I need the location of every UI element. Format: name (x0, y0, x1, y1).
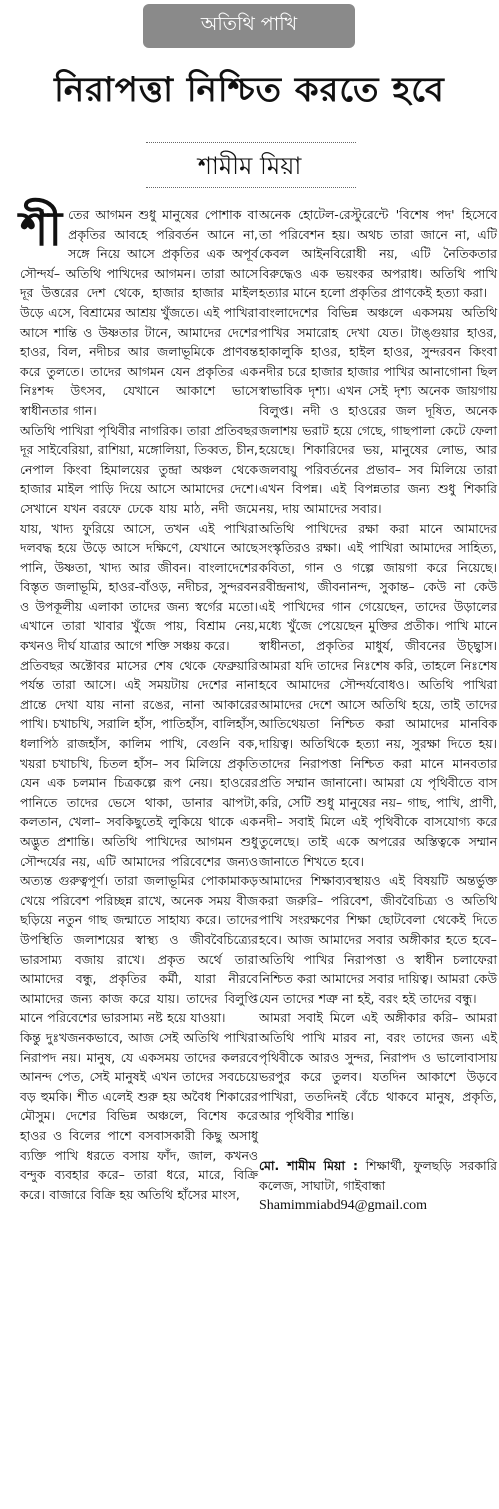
paragraph: অতিথি পাখিদের রক্ষা করা মানে আমাদের সংস্কৃতিরও রক্ষা। এই পাখিরা আমাদের সাহিত্য, কবিতা, গান ও গল্পে জায়গা করে নিয়েছে। রবীন্দ্রনাথ, জীবনানন্দ, সুকান্ত– কেউ না কেউ এই পাখিদের গান গেয়েছেন, তাদের উড়ালের মধ্যে খুঁজে পেয়েছেন মুক্তির প্রতীক। পাখি মানে স্বাধীনতা, প্রকৃতির মাধুর্য, জীবনের উচ্ছ্বাস। আমরা যদি তাদের নিঃশেষ করি, তাহলে নিঃশেষ হবে আমাদের সৌন্দর্যবোধও। অতিথি পাখিরা আমাদের দেশে আসে অতিথি হয়ে, তাই তাদের আতিথেয়তা নিশ্চিত করা আমাদের মানবিক দায়িত্ব। অতিথিকে হত্যা নয়, সুরক্ষা দিতে হয়। তাদের নিরাপত্তা নিশ্চিত করা মানে মানবতার প্রতি সম্মান জানানো। আমরা যে পৃথিবীতে বাস করি, সেটি শুধু মানুষের নয়– গাছ, পাখি, প্রাণী, নদী– সবাই মিলে এই পৃথিবীকে বাসযোগ্য করে তুলেছে। তাই একে অপরের অস্তিত্বকে সম্মান জানাতে শিখতে হবে। (259, 520, 497, 869)
paragraph: বাংলাদেশের বিভিন্ন অঞ্চলে একসময় অতিথি পাখির সমারোহ দেখা যেত। টাঙ্গুয়ার হাওর, হাকালুকি হাওর, হাইল হাওর, সুন্দরবন কিংবা নদীর চরে হাজার হাজার পাখির আনাগোনা ছিল স্বাভাবিক দৃশ্য। এখন সেই দৃশ্য অনেক জায়গায় বিলুপ্ত। নদী ও হাওরের জল দূষিত, অনেক জলাশয় ভরাট হয়ে গেছে, গাছপালা কেটে ফেলা হয়েছে। শিকারিদের ভয়, মানুষের লোভ, আর জলবায়ু পরিবর্তনের প্রভাব– সব মিলিয়ে তারা এখন বিপন্ন। এই বিপন্নতার জন্য শুধু শিকারি নয়, দায় আমাদের সবার। (259, 304, 497, 516)
paragraph: অনেক হোটেল-রেস্টুরেন্টে 'বিশেষ পদ' হিসেবে তা পরিবেশন হয়। অথচ তারা জানে না, এটি কেবল আইনবিরোধী নয়, এটি নৈতিকতার বিরুদ্ধেও এক ভয়ংকর অপরাধ। অতিথি পাখি হত্যার মানে হলো প্রকৃতির প্রাণকেই হত্যা করা। (259, 207, 497, 301)
headline: নিরাপত্তা নিশ্চিত করতে হবে (54, 70, 445, 110)
divider-top (146, 142, 356, 143)
dropcap: শী (20, 201, 63, 257)
paragraph: আমরা সবাই মিলে এই অঙ্গীকার করি– আমরা অতিথি পাখি মারব না, বরং তাদের জন্য এই পৃথিবীকে আরও সুন্দর, নিরাপদ ও ভালোবাসায় ভরপুর করে তুলব। যতদিন আকাশে উড়বে পাখিরা, ততদিনই বেঁচে থাকবে মানুষ, প্রকৃতি, আর পৃথিবীর শান্তি। (259, 1010, 497, 1124)
byline-text: শিক্ষার্থী, ফুলছড়ি সরকারি কলেজ, সাঘাটা, গাইবান্ধা (259, 1157, 497, 1193)
divider-bottom (146, 187, 356, 188)
paragraph: অতিথি পাখিরা পৃথিবীর নাগরিক। তারা প্রতিবছর দূর সাইবেরিয়া, রাশিয়া, মঙ্গোলিয়া, তিব্বত, চীন, নেপাল কিংবা হিমালয়ের তুন্দ্রা অঞ্চল থেকে হাজার মাইল পাড়ি দিয়ে আসে আমাদের দেশে। সেখানে যখন বরফে ঢেকে যায় মাঠ, নদী জমে যায়, খাদ্য ফুরিয়ে আসে, তখন এই পাখিরা দলবদ্ধ হয়ে উড়ে আসে দক্ষিণে, যেখানে আছে পানি, উষ্ণতা, খাদ্য আর জীবন। বাংলাদেশের বিস্তৃত জলাভূমি, হাওর-বাঁওড়, নদীচর, সুন্দরবন ও উপকূলীয় এলাকা তাদের জন্য স্বর্গের মতো। এখানে তারা খাবার খুঁজে পায়, বিশ্রাম নেয়, কখনও দীর্ঘ যাত্রার আগে শক্তি সঞ্চয় করে। (20, 422, 258, 654)
right-column (259, 205, 497, 1216)
byline-name: মো. শামীম মিয়া : (259, 1157, 358, 1173)
author-name: শামীম মিয়া (197, 152, 302, 180)
paragraph: আমাদের শিক্ষাব্যবস্থায়ও এই বিষয়টি অন্তর্ভুক্ত করা জরুরি– পরিবেশ, জীববৈচিত্র্য ও অতিথি পাখি সংরক্ষণের শিক্ষা ছোটবেলা থেকেই দিতে হবে। আজ আমাদের সবার অঙ্গীকার হতে হবে– অতিথি পাখির নিরাপত্তা ও স্বাধীন চলাফেরা নিশ্চিত করা আমাদের সবার দায়িত্ব। আমরা কেউ যেন তাদের শত্রু না হই, বরং হই তাদের বন্ধু। (259, 873, 497, 1006)
author-byline (259, 1156, 497, 1216)
paragraph: প্রতিবছর অক্টোবর মাসের শেষ থেকে ফেব্রুয়ারি পর্যন্ত তারা আসে। এই সময়টায় দেশের নানা প্রান্তে দেখা যায় নানা রঙের, নানা আকারের পাখি। চখাচখি, সরালি হাঁস, পাতিহাঁস, বালিহাঁস, ধলাপিঠ রাজহাঁস, কালিম পাখি, বেগুনি বক, খয়রা চখাচখি, চিতল হাঁস– সব মিলিয়ে প্রকৃতি যেন এক চলমান চিত্রকল্পে রূপ নেয়। হাওরের পানিতে তাদের ভেসে থাকা, ডানার ঝাপটা, কলতান, খেলা– সবকিছুতেই লুকিয়ে থাকে এক অদ্ভুত প্রশান্তি। অতিথি পাখিদের আগমন শুধু সৌন্দর্যের নয়, এটি আমাদের পরিবেশের জন্যও অত্যন্ত গুরুত্বপূর্ণ। তারা জলাভূমির পোকামাকড় খেয়ে পরিবেশ পরিচ্ছন্ন রাখে, অনেক সময় বীজ ছড়িয়ে নতুন গাছ জন্মাতে সাহায্য করে। তাদের উপস্থিতি জলাশয়ের স্বাস্থ্য ও জীববৈচিত্র্যের ভারসাম্য বজায় রাখে। প্রকৃত অর্থে তারা আমাদের বন্ধু, প্রকৃতির কর্মী, যারা নীরবে আমাদের জন্য কাজ করে যায়। তাদের বিলুপ্তি মানে পরিবেশের ভারসাম্য নষ্ট হয়ে যাওয়া। (20, 657, 258, 1026)
author-email[interactable]: Shamimmiabd94@gmail.com (259, 1198, 428, 1214)
paragraph: কিন্তু দুঃখজনকভাবে, আজ সেই অতিথি পাখিরা নিরাপদ নয়। মানুষ, যে একসময় তাদের কলরবে আনন্দ পেত, সেই মানুষই এখন তাদের সবচেয়ে বড় হুমকি। শীত এলেই শুরু হয় অবৈধ শিকারের মৌসুম। দেশের বিভিন্ন অঞ্চলে, বিশেষ করে হাওর ও বিলের পাশে বসবাসকারী কিছু অসাধু ব্যক্তি পাখি ধরতে বসায় ফাঁদ, জাল, কখনও বন্দুক ব্যবহার করে– তারা ধরে, মারে, বিক্রি করে। বাজারে বিক্রি হয় অতিথি হাঁসের মাংস, (20, 1029, 258, 1202)
left-column (20, 201, 258, 1204)
paragraph: শীতের আগমন শুধু মানুষের পোশাক বা প্রকৃতির আবহে পরিবর্তন আনে না, সঙ্গে নিয়ে আসে প্রকৃতির এক অপূর্ব সৌন্দর্য– অতিথি পাখিদের আগমন। তারা আসে দূর উত্তরের দেশ থেকে, হাজার হাজার মাইল উড়ে এসে, বিশ্রামের আশ্রয় খুঁজতে। এই পাখিরা আসে শান্তি ও উষ্ণতার টানে, আমাদের দেশের হাওর, বিল, নদীচর আর জলাভূমিকে প্রাণবন্ত করে তুলতে। তাদের আগমন যেন প্রকৃতির এক নিঃশব্দ উৎসব, যেখানে আকাশে ভাসে স্বাধীনতার গান। (20, 201, 258, 418)
section-tag: অতিথি পাখি (143, 4, 355, 48)
